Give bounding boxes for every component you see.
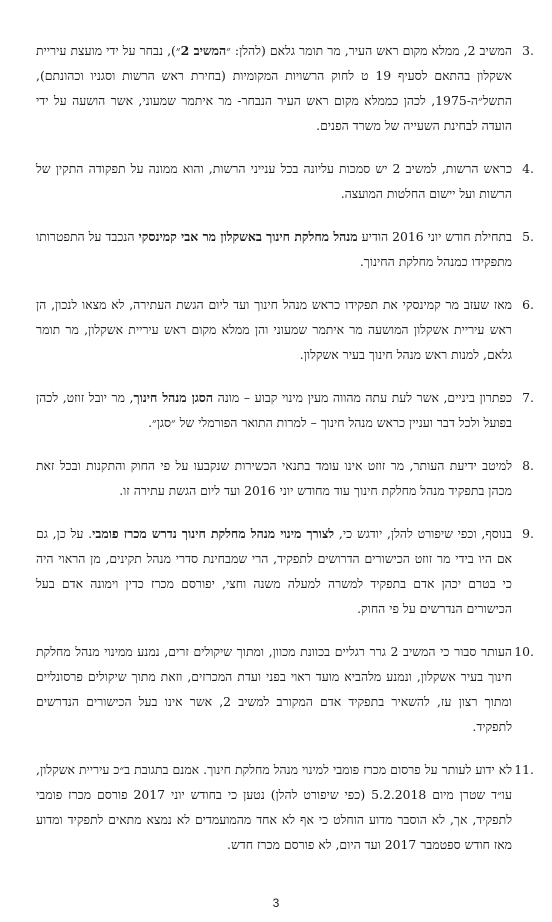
- paragraph-number: 5.: [522, 229, 534, 244]
- paragraph-bold-text: הסגן מנהל חינוך: [133, 390, 213, 405]
- numbered-paragraph: [36, 385, 534, 435]
- paragraph-number: 10.: [514, 644, 534, 659]
- paragraph-text: , מר יובל זוזט, לכהן בפועל ולכל דבר ועניין כראש מנהל חינוך – למרות התואר הפורמלי של ״סגן״.: [36, 390, 512, 430]
- numbered-paragraph: [36, 292, 534, 367]
- paragraph-text: . על כן, גם אם היו בידי מר זוזט הכישורים הדרושים לתפקיד, הרי שמבחינת סדרי מנהל תקינים, מן הראוי היה כי בטרם יכהן אדם בתפקיד למשרה למעלה משנה וחצי, יפורסם מכרז כדין וימונה אדם בעל הכישורים הנדרשים על פי החוק.: [36, 526, 512, 616]
- paragraph-text: כפתרון ביניים, אשר לעת עתה מהווה מעין מינוי קבוע – מונה: [213, 390, 513, 405]
- paragraph-number: 11.: [514, 762, 534, 777]
- paragraph-text: בנוסף, וכפי שיפורט להלן, יודגש כי,: [334, 526, 512, 541]
- numbered-paragraph: [36, 453, 534, 503]
- paragraph-text: לא ידוע לעותר על פרסום מכרז פומבי למינוי מנהל מחלקת חינוך. אמנם בתגובת ב״כ עיריית אשקלון, עו״ד שטרן מיום 5.2.2018 (כפי שיפורט להלן) נטען כי בחודש יוני 2017 פורסם מכרז פומבי לתפקיד, אך, לא הוסבר מדוע הוחלט כי אף לא אחד מהמועמדים לא נמצא מתאים לתפקיד ומדוע מאז חודש ספטמבר 2017 ועד היום, לא פורסם מכרז חדש.: [36, 762, 512, 852]
- paragraph-text: למיטב ידיעת העותר, מר זוזט אינו עומד בתנאי הכשירות שנקבעו על פי החוק והתקנות ובכל זאת מכהן בתפקיד מנהל מחלקת חינוך עוד מחודש יוני 2016 ועד ליום הגשת עתירה זו.: [36, 458, 512, 498]
- paragraph-text: ״), נבחר על ידי מועצת עיריית אשקלון בהתאם לסעיף 19 ט לחוק הרשויות המקומיות (בחירת ראש הרשות וסגניו וכהונתם), התשל״ה-1975, לכהן כממלא מקום ראש העיר הנבחר- מר איתמר שמעוני, אשר הושעה על ידי הועדה לבחינת השעייה של משרד הפנים.: [36, 43, 512, 133]
- paragraph-number: 8.: [522, 458, 534, 473]
- paragraph-bold-text: המשיב 2: [180, 43, 227, 58]
- paragraph-number: 7.: [522, 390, 534, 405]
- numbered-paragraph: [36, 38, 534, 138]
- paragraph-text: המשיב 2, ממלא מקום ראש העיר, מר תומר גלאם (להלן: ״: [226, 43, 513, 58]
- numbered-paragraph: [36, 156, 534, 206]
- paragraph-number: 6.: [522, 297, 534, 312]
- numbered-paragraph: [36, 639, 534, 739]
- page-number: 3: [272, 896, 280, 910]
- numbered-paragraph: [36, 224, 534, 274]
- paragraph-number: 3.: [522, 43, 534, 58]
- paragraph-bold-text: לצורך מינוי מנהל מחלקת חינוך נדרש מכרז פומבי: [92, 526, 335, 541]
- paragraph-text: מאז שעזב מר קמינסקי את תפקידו כראש מנהל חינוך ועד ליום הגשת העתירה, לא מצאו לנכון, הן ראש עיריית אשקלון המושעה מר איתמר שמעוני והן ממלא מקום ראש עיריית אשקלון, מר תומר גלאם, למנות ראש מנהל חינוך בעיר אשקלון.: [36, 297, 512, 362]
- numbered-paragraph: [36, 521, 534, 621]
- paragraph-text: כראש הרשות, למשיב 2 יש סמכות עליונה בכל ענייני הרשות, והוא ממונה על תפקודה התקין של הרשות ועל יישום החלטות המועצה.: [36, 161, 513, 201]
- paragraph-number: 4.: [522, 161, 534, 176]
- paragraph-text: העותר סבור כי המשיב 2 גרר רגליים בכוונת מכוון, ומתוך שיקולים זרים, נמנע ממינוי מנהל מחלקת חינוך בעיר אשקלון, ונמנע מלהביא מועד ראוי בפני ועדת המכרזים, וזאת מתוך שיקולים פרסונליים ומתוך רצון עז, להשאיר בתפקיד אדם המקורב למשיב 2, אשר אינו בעל הכישורים הנדרשים לתפקיד.: [36, 644, 512, 734]
- paragraph-text: בתחילת חודש יוני 2016 הודיע: [357, 229, 512, 244]
- paragraph-number: 9.: [522, 526, 534, 541]
- numbered-paragraph-list: [36, 38, 534, 857]
- numbered-paragraph: [36, 757, 534, 857]
- paragraph-text: הנכבד על התפטרותו מתפקידו כמנהל מחלקת החינוך.: [36, 229, 512, 269]
- paragraph-bold-text: מנהל מחלקת חינוך באשקלון מר אבי קמינסקי: [138, 229, 358, 244]
